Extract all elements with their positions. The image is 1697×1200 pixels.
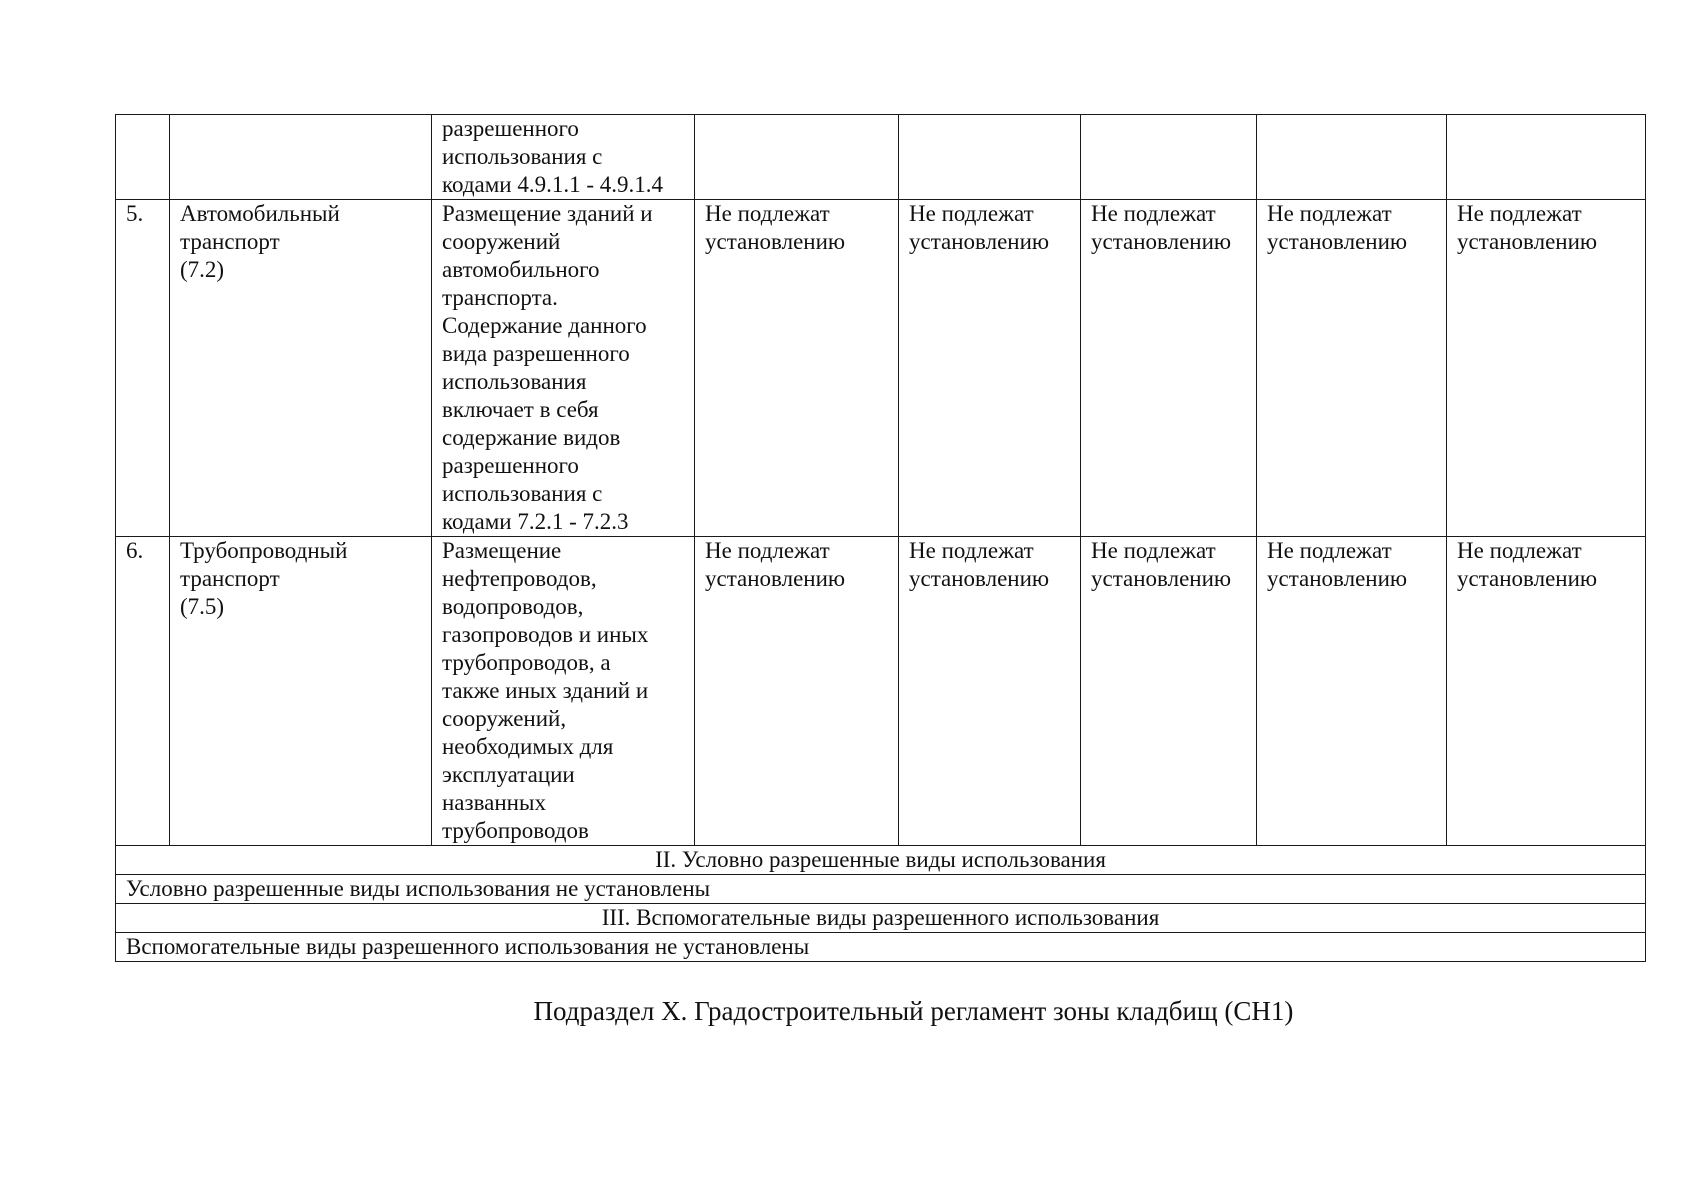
parameter-cell: Не подлежат установлению (1257, 537, 1447, 846)
use-type-description: разрешенного использования с кодами 4.9.1.1 - 4.9.1.4 (432, 115, 695, 200)
zoning-regulation-table (115, 114, 1646, 962)
parameter-cell (1447, 115, 1646, 200)
parameter-cell: Не подлежат установлению (695, 200, 899, 537)
parameter-cell: Не подлежат установлению (899, 200, 1081, 537)
parameter-cell: Не подлежат установлению (1081, 537, 1257, 846)
parameter-cell (1257, 115, 1447, 200)
use-type-description: Размещение зданий и сооружений автомобильного транспорта. Содержание данного вида разрешенного использования включает в себя содержание видов разрешенного использования с кодами 7.2.1 - 7.2.3 (432, 200, 695, 537)
section-note-auxiliary: Вспомогательные виды разрешенного использования не установлены (116, 933, 1646, 962)
row-number (116, 115, 170, 200)
section-heading-row (116, 846, 1646, 875)
parameter-cell: Не подлежат установлению (1257, 200, 1447, 537)
use-type-name: Трубопроводный транспорт (7.5) (170, 537, 432, 846)
section-heading-auxiliary: III. Вспомогательные виды разрешенного использования (116, 904, 1646, 933)
section-heading-conditional: II. Условно разрешенные виды использования (116, 846, 1646, 875)
parameter-cell (899, 115, 1081, 200)
use-type-description: Размещение нефтепроводов, водопроводов, газопроводов и иных трубопроводов, а также иных зданий и сооружений, необходимых для эксплуатации названных трубопроводов (432, 537, 695, 846)
row-number: 5. (116, 200, 170, 537)
parameter-cell: Не подлежат установлению (1447, 537, 1646, 846)
parameter-cell (1081, 115, 1257, 200)
parameter-cell: Не подлежат установлению (695, 537, 899, 846)
table-row (116, 115, 1646, 200)
parameter-cell (695, 115, 899, 200)
section-note-conditional: Условно разрешенные виды использования не установлены (116, 875, 1646, 904)
section-note-row (116, 933, 1646, 962)
section-note-row (116, 875, 1646, 904)
use-type-name: Автомобильный транспорт (7.2) (170, 200, 432, 537)
use-type-name (170, 115, 432, 200)
subsection-title: Подраздел X. Градостроительный регламент зоны кладбищ (СН1) (533, 996, 1294, 1026)
row-number: 6. (116, 537, 170, 846)
section-heading-row (116, 904, 1646, 933)
table-row (116, 537, 1646, 846)
table-row (116, 200, 1646, 537)
parameter-cell: Не подлежат установлению (1081, 200, 1257, 537)
parameter-cell: Не подлежат установлению (899, 537, 1081, 846)
parameter-cell: Не подлежат установлению (1447, 200, 1646, 537)
